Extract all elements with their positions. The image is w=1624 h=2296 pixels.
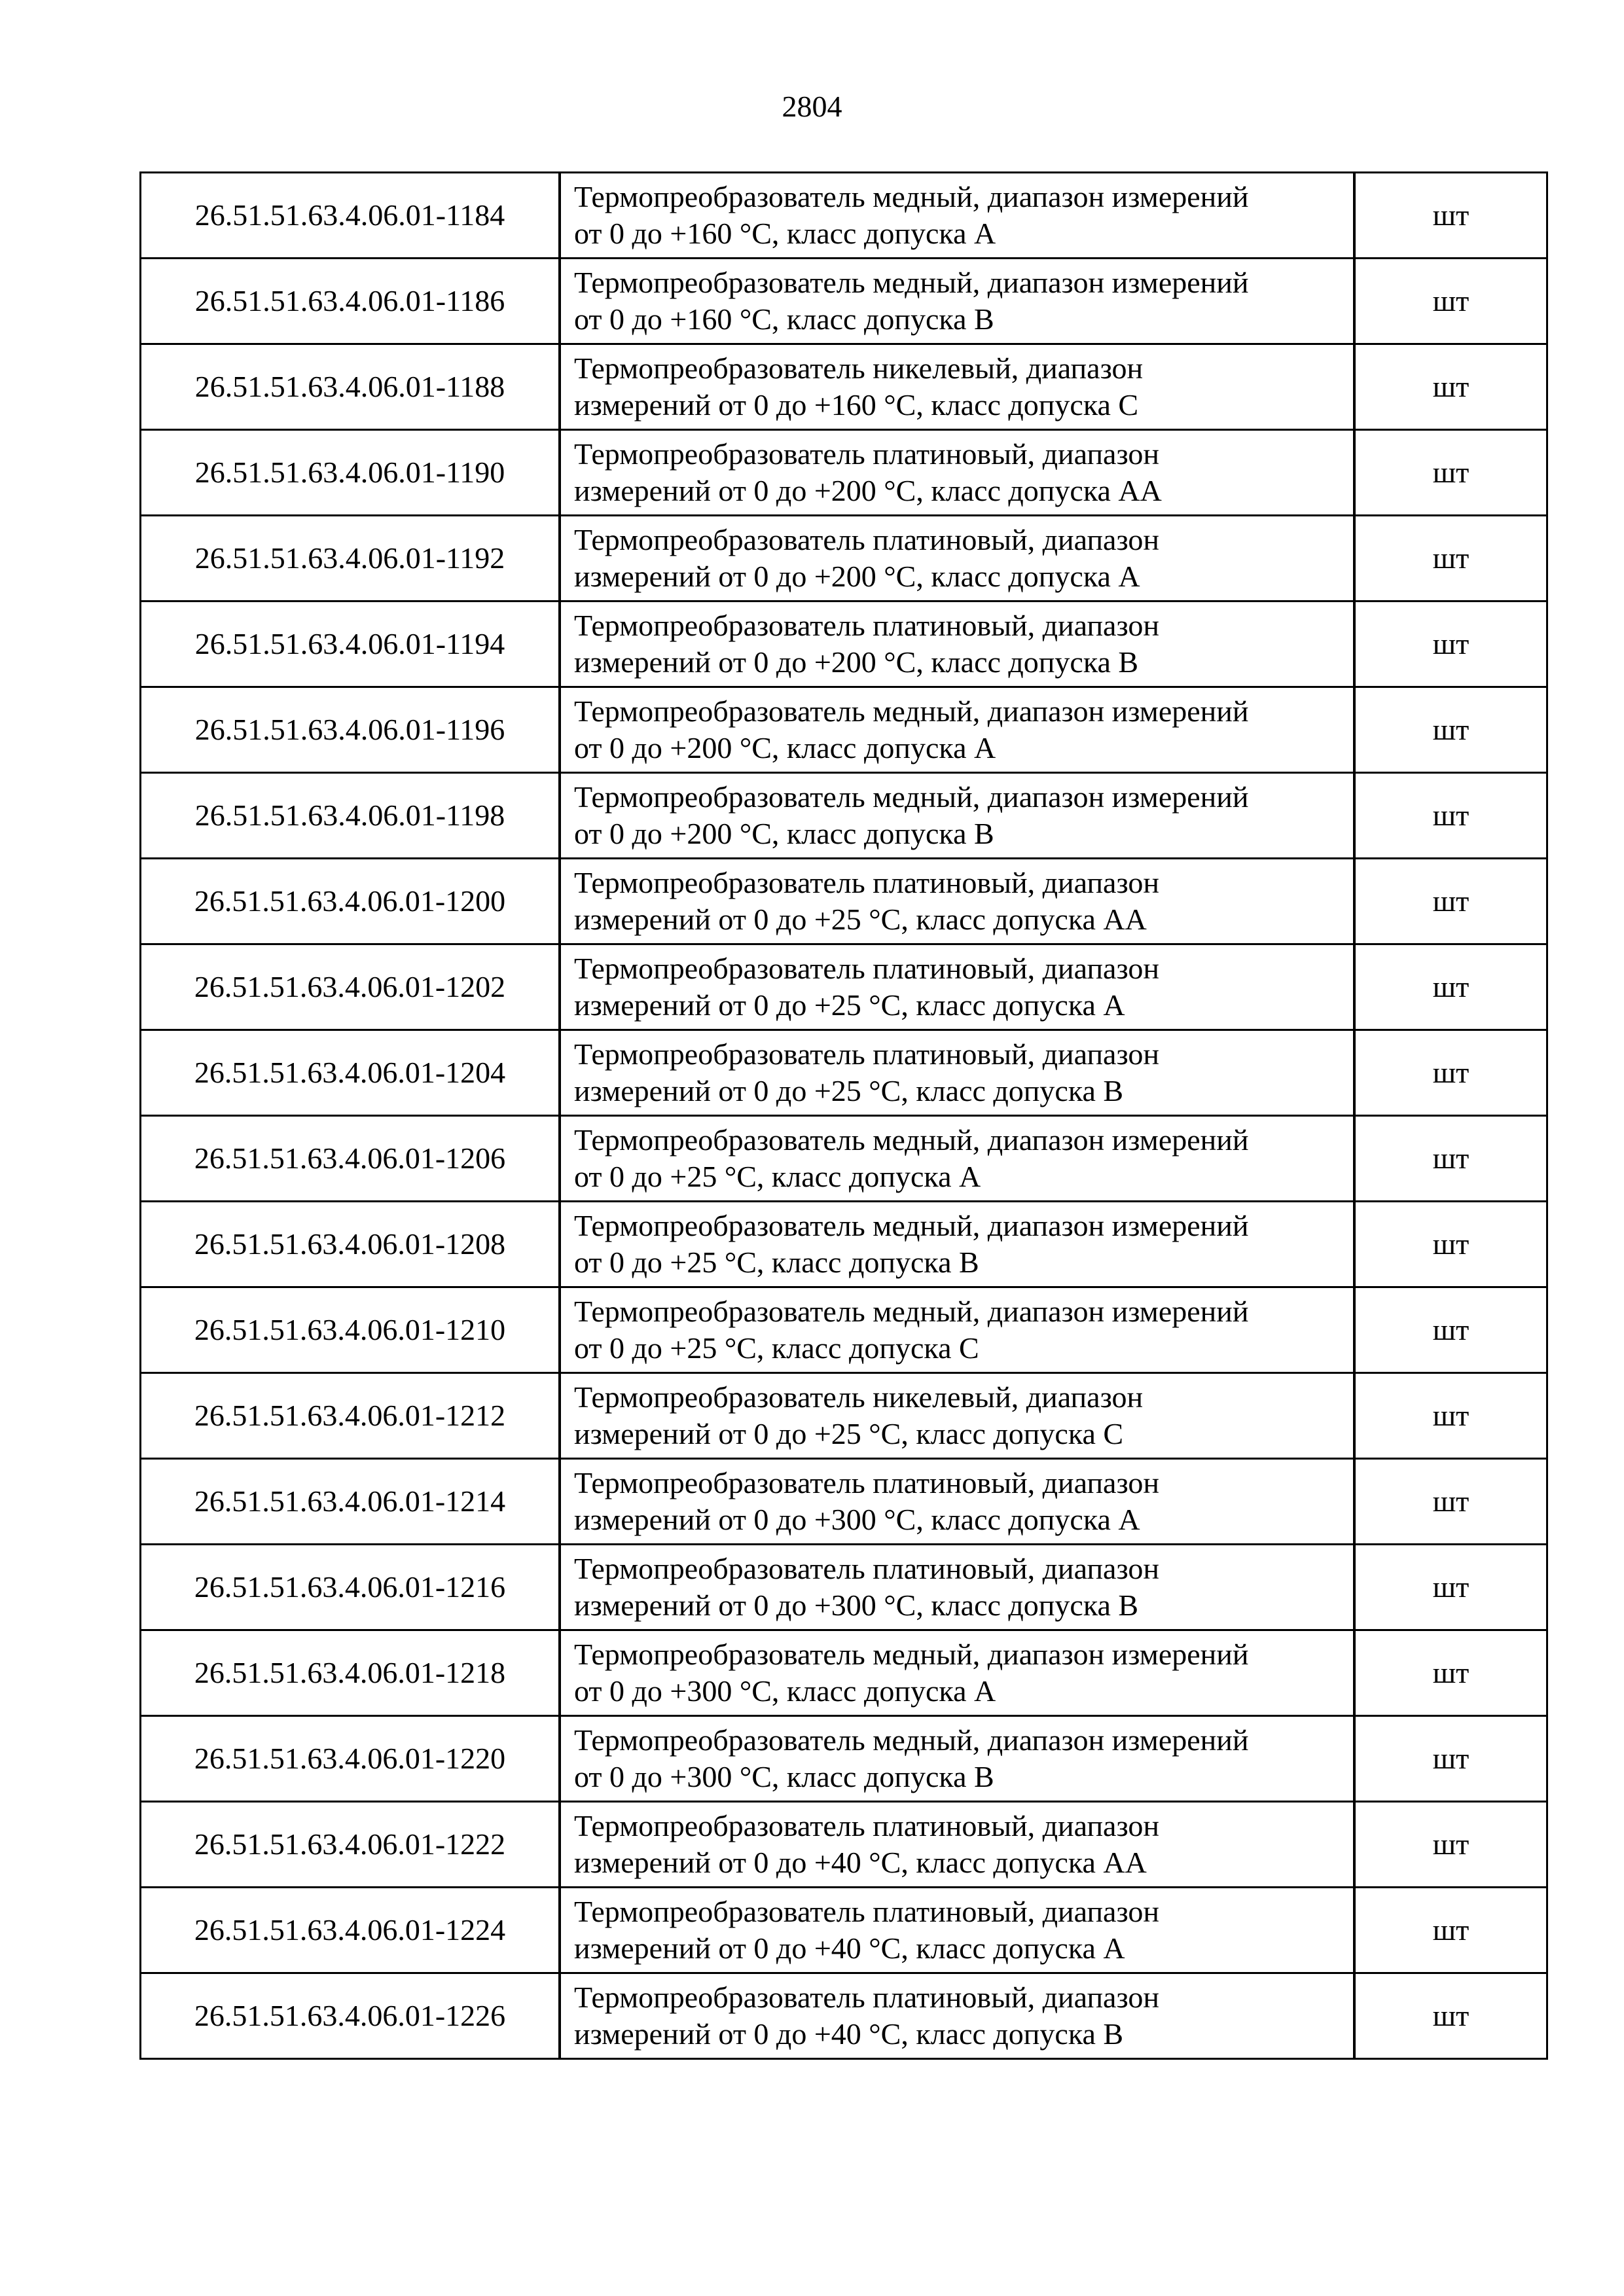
- item-name-line: Термопреобразователь медный, диапазон измерений: [574, 780, 1249, 814]
- item-name: [560, 1716, 1354, 1802]
- item-unit: шт: [1354, 1030, 1547, 1116]
- item-name: [560, 173, 1354, 259]
- item-name-line: от 0 до +160 °С, класс допуска В: [574, 302, 994, 336]
- table-row: [141, 1030, 1547, 1116]
- item-unit: шт: [1354, 1630, 1547, 1716]
- item-name: [560, 1459, 1354, 1545]
- item-name-line: Термопреобразователь платиновый, диапазон: [574, 609, 1159, 642]
- item-name-line: измерений от 0 до +40 °С, класс допуска А: [574, 1931, 1125, 1965]
- item-unit: шт: [1354, 601, 1547, 687]
- table-row: [141, 687, 1547, 773]
- item-name-line: Термопреобразователь платиновый, диапазон: [574, 952, 1159, 985]
- page-number: 2804: [782, 90, 842, 123]
- item-unit: шт: [1354, 1202, 1547, 1287]
- item-name: [560, 1973, 1354, 2059]
- item-unit: шт: [1354, 944, 1547, 1030]
- item-code: 26.51.51.63.4.06.01-1210: [141, 1287, 560, 1373]
- item-name-line: измерений от 0 до +25 °С, класс допуска С: [574, 1417, 1124, 1450]
- item-name-line: Термопреобразователь платиновый, диапазон: [574, 866, 1159, 899]
- item-name-line: измерений от 0 до +40 °С, класс допуска В: [574, 2017, 1124, 2051]
- item-name-line: измерений от 0 до +200 °С, класс допуска А: [574, 560, 1140, 593]
- table-row: [141, 516, 1547, 601]
- item-unit: шт: [1354, 773, 1547, 859]
- item-name: [560, 687, 1354, 773]
- table-row: [141, 1888, 1547, 1973]
- item-name-line: измерений от 0 до +160 °С, класс допуска С: [574, 388, 1139, 422]
- item-name-line: Термопреобразователь медный, диапазон измерений: [574, 1638, 1249, 1671]
- item-code: 26.51.51.63.4.06.01-1222: [141, 1802, 560, 1888]
- item-name-line: измерений от 0 до +300 °С, класс допуска В: [574, 1588, 1139, 1622]
- item-name-line: Термопреобразователь платиновый, диапазон: [574, 1895, 1159, 1928]
- item-unit: шт: [1354, 1287, 1547, 1373]
- item-code: 26.51.51.63.4.06.01-1220: [141, 1716, 560, 1802]
- item-name: [560, 944, 1354, 1030]
- table-row: [141, 1545, 1547, 1630]
- item-name-line: Термопреобразователь медный, диапазон измерений: [574, 180, 1249, 213]
- item-name-line: Термопреобразователь платиновый, диапазон: [574, 1037, 1159, 1071]
- table-row: [141, 1116, 1547, 1202]
- item-name-line: от 0 до +25 °С, класс допуска С: [574, 1331, 979, 1365]
- item-name-line: Термопреобразователь платиновый, диапазон: [574, 523, 1159, 556]
- item-name-line: измерений от 0 до +200 °С, класс допуска АА: [574, 474, 1162, 507]
- item-name: [560, 773, 1354, 859]
- table-row: [141, 173, 1547, 259]
- item-unit: шт: [1354, 1888, 1547, 1973]
- item-name-line: измерений от 0 до +25 °С, класс допуска А: [574, 988, 1125, 1022]
- table-row: [141, 944, 1547, 1030]
- item-code: 26.51.51.63.4.06.01-1224: [141, 1888, 560, 1973]
- item-name-line: Термопреобразователь медный, диапазон измерений: [574, 266, 1249, 299]
- table-row: [141, 1459, 1547, 1545]
- item-code: 26.51.51.63.4.06.01-1204: [141, 1030, 560, 1116]
- item-name: [560, 516, 1354, 601]
- item-name: [560, 1287, 1354, 1373]
- item-unit: шт: [1354, 687, 1547, 773]
- item-name-line: от 0 до +25 °С, класс допуска А: [574, 1160, 981, 1193]
- item-name-line: измерений от 0 до +25 °С, класс допуска АА: [574, 903, 1147, 936]
- item-name: [560, 1030, 1354, 1116]
- item-code: 26.51.51.63.4.06.01-1216: [141, 1545, 560, 1630]
- table-row: [141, 259, 1547, 344]
- item-code: 26.51.51.63.4.06.01-1226: [141, 1973, 560, 2059]
- resource-table-body: [141, 173, 1547, 2059]
- item-code: 26.51.51.63.4.06.01-1188: [141, 344, 560, 430]
- item-name-line: Термопреобразователь платиновый, диапазон: [574, 1981, 1159, 2014]
- item-unit: шт: [1354, 1716, 1547, 1802]
- item-name-line: Термопреобразователь медный, диапазон измерений: [574, 1723, 1249, 1757]
- item-unit: шт: [1354, 173, 1547, 259]
- item-name: [560, 430, 1354, 516]
- item-name-line: измерений от 0 до +40 °С, класс допуска АА: [574, 1846, 1147, 1879]
- item-name-line: Термопреобразователь медный, диапазон измерений: [574, 1123, 1249, 1157]
- item-name: [560, 1202, 1354, 1287]
- table-row: [141, 1373, 1547, 1459]
- table-row: [141, 1630, 1547, 1716]
- item-code: 26.51.51.63.4.06.01-1202: [141, 944, 560, 1030]
- table-row: [141, 430, 1547, 516]
- item-name-line: Термопреобразователь медный, диапазон измерений: [574, 1209, 1249, 1242]
- table-row: [141, 601, 1547, 687]
- item-unit: шт: [1354, 1459, 1547, 1545]
- item-name-line: Термопреобразователь платиновый, диапазон: [574, 1552, 1159, 1585]
- item-name-line: Термопреобразователь никелевый, диапазон: [574, 351, 1144, 385]
- item-unit: шт: [1354, 344, 1547, 430]
- item-name: [560, 1888, 1354, 1973]
- item-code: 26.51.51.63.4.06.01-1184: [141, 173, 560, 259]
- item-code: 26.51.51.63.4.06.01-1200: [141, 859, 560, 944]
- item-name-line: от 0 до +300 °С, класс допуска В: [574, 1760, 994, 1793]
- item-unit: шт: [1354, 430, 1547, 516]
- item-code: 26.51.51.63.4.06.01-1186: [141, 259, 560, 344]
- item-name: [560, 1545, 1354, 1630]
- item-name-line: от 0 до +160 °С, класс допуска А: [574, 217, 996, 250]
- resource-table: [139, 171, 1548, 2060]
- item-name-line: Термопреобразователь платиновый, диапазон: [574, 1809, 1159, 1842]
- item-name-line: Термопреобразователь платиновый, диапазон: [574, 1466, 1159, 1499]
- item-code: 26.51.51.63.4.06.01-1194: [141, 601, 560, 687]
- table-row: [141, 344, 1547, 430]
- table-row: [141, 1716, 1547, 1802]
- item-name-line: от 0 до +300 °С, класс допуска А: [574, 1674, 996, 1708]
- item-name-line: измерений от 0 до +25 °С, класс допуска В: [574, 1074, 1124, 1107]
- item-name: [560, 344, 1354, 430]
- item-code: 26.51.51.63.4.06.01-1190: [141, 430, 560, 516]
- item-unit: шт: [1354, 1973, 1547, 2059]
- table-row: [141, 773, 1547, 859]
- item-name-line: измерений от 0 до +300 °С, класс допуска А: [574, 1503, 1140, 1536]
- table-row: [141, 1202, 1547, 1287]
- item-name-line: измерений от 0 до +200 °С, класс допуска В: [574, 645, 1139, 679]
- item-name: [560, 859, 1354, 944]
- item-code: 26.51.51.63.4.06.01-1196: [141, 687, 560, 773]
- item-name: [560, 1630, 1354, 1716]
- item-name-line: Термопреобразователь медный, диапазон измерений: [574, 1295, 1249, 1328]
- item-name: [560, 1373, 1354, 1459]
- table-row: [141, 1287, 1547, 1373]
- item-name: [560, 1802, 1354, 1888]
- item-name-line: от 0 до +200 °С, класс допуска А: [574, 731, 996, 764]
- item-code: 26.51.51.63.4.06.01-1218: [141, 1630, 560, 1716]
- item-code: 26.51.51.63.4.06.01-1208: [141, 1202, 560, 1287]
- item-name: [560, 601, 1354, 687]
- item-name-line: от 0 до +25 °С, класс допуска В: [574, 1246, 979, 1279]
- item-name-line: Термопреобразователь медный, диапазон измерений: [574, 694, 1249, 728]
- item-code: 26.51.51.63.4.06.01-1206: [141, 1116, 560, 1202]
- item-unit: шт: [1354, 859, 1547, 944]
- item-name-line: Термопреобразователь платиновый, диапазон: [574, 437, 1159, 471]
- table-row: [141, 1802, 1547, 1888]
- item-unit: шт: [1354, 516, 1547, 601]
- item-unit: шт: [1354, 1802, 1547, 1888]
- item-code: 26.51.51.63.4.06.01-1198: [141, 773, 560, 859]
- item-name: [560, 259, 1354, 344]
- item-code: 26.51.51.63.4.06.01-1212: [141, 1373, 560, 1459]
- item-unit: шт: [1354, 1545, 1547, 1630]
- item-name-line: от 0 до +200 °С, класс допуска В: [574, 817, 994, 850]
- table-row: [141, 859, 1547, 944]
- item-name-line: Термопреобразователь никелевый, диапазон: [574, 1380, 1144, 1414]
- item-code: 26.51.51.63.4.06.01-1192: [141, 516, 560, 601]
- item-unit: шт: [1354, 1116, 1547, 1202]
- item-code: 26.51.51.63.4.06.01-1214: [141, 1459, 560, 1545]
- table-row: [141, 1973, 1547, 2059]
- item-unit: шт: [1354, 259, 1547, 344]
- item-unit: шт: [1354, 1373, 1547, 1459]
- item-name: [560, 1116, 1354, 1202]
